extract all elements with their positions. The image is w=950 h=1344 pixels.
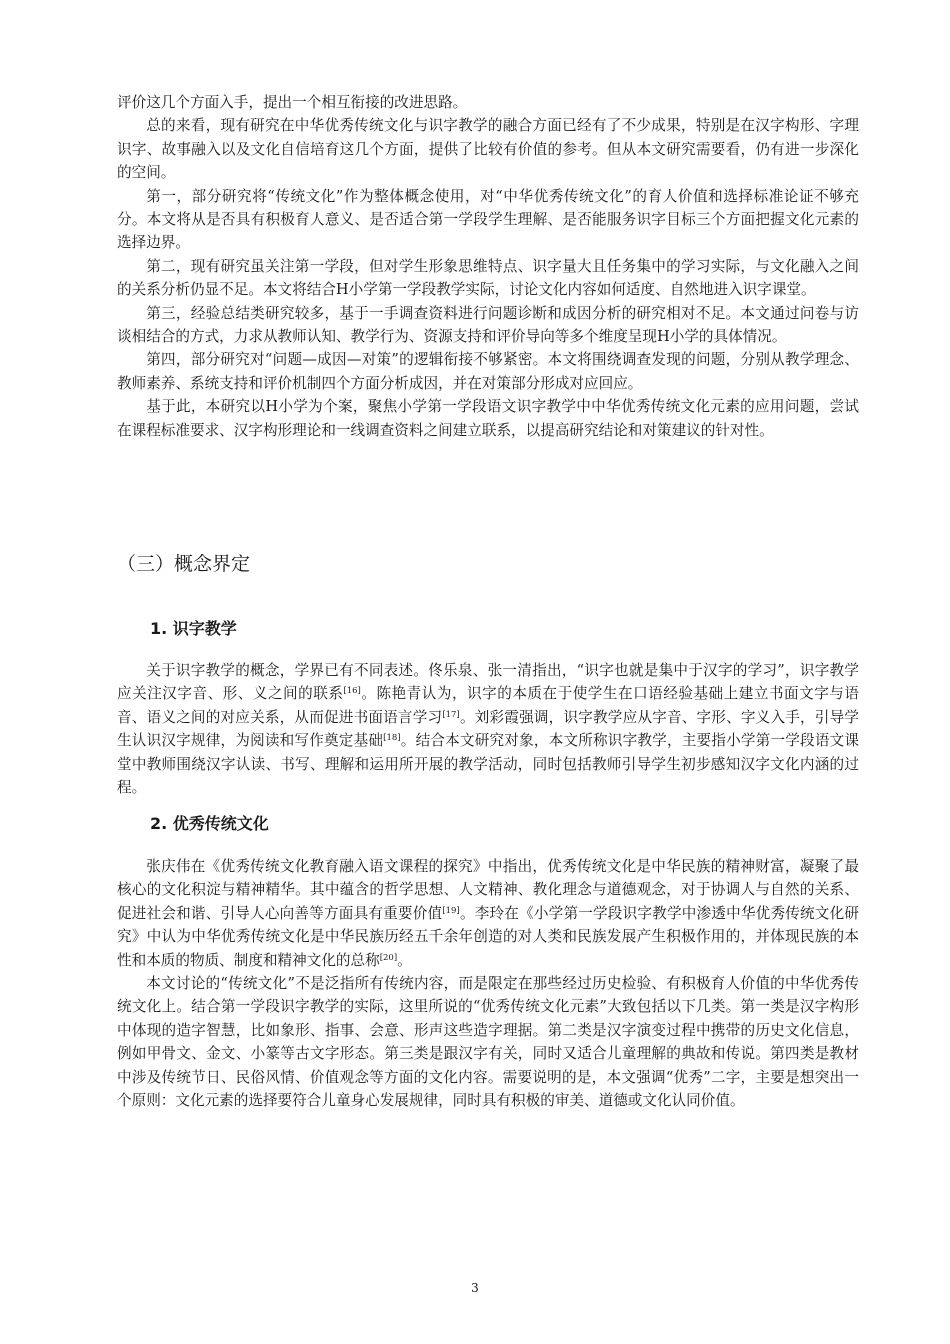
citation-16: [16] xyxy=(343,686,361,697)
text-span: 张庆伟在《优秀传统文化教育融入语文课程的探究》中指出，优秀传统文化是中华民族的精神财富，凝聚了最核心的文化积淀与精神精华。其中蕴含的哲学思想、人文精神、教化理念与道德观念，对于协调人与自然的关系、促进社会和谐、引导人心向善等方面具有重要价值 xyxy=(117,858,859,922)
paragraph-conclusion: 基于此，本研究以H小学为个案，聚焦小学第一学段语文识字教学中中华优秀传统文化元素的应用问题，尝试在课程标准要求、汉字构形理论和一线调查资料之间建立联系，以提高研究结论和对策建议的针对性。 xyxy=(117,398,859,439)
paragraph-summary: 总的来看，现有研究在中华优秀传统文化与识字教学的融合方面已经有了不少成果，特别是在汉字构形、字理识字、故事融入以及文化自信培育这几个方面，提供了比较有价值的参考。但从本文研究需要看，仍有进一步深化的空间。 xyxy=(117,117,859,182)
page-number: 3 xyxy=(471,1281,479,1295)
text-span: 。李玲在《小学第一学段识字教学中渗透中华优秀传统文化研究》中认为中华优秀传统文化是中华民族历经五千余年创造的对人类和民族发展产生积极作用的，并体现民族的本性和本质的物质、制度和精神文化的总称 xyxy=(117,904,859,969)
text-span: 。陈艳青认为，识字的本质在于使学生在口语经验基础上建立书面文字与语音、语义之间的对应关系，从而促进书面语言学习 xyxy=(117,685,859,726)
subheading-traditional-culture: 2. 优秀传统文化 xyxy=(150,814,269,833)
paragraph-third-point: 第三，经验总结类研究较多，基于一手调查资料进行问题诊断和成因分析的研究相对不足。本文通过问卷与访谈相结合的方式，力求从教师认知、教学行为、资源支持和评价导向等多个维度呈现H小学的具体情况。 xyxy=(117,304,859,346)
paragraph-second-point: 第二，现有研究虽关注第一学段，但对学生形象思维特点、识字量大且任务集中的学习实际，与文化融入之间的关系分析仍显不足。本文将结合H小学第一学段教学实际，讨论文化内容如何适度、自然地进入识字课堂。 xyxy=(117,257,859,299)
text-span: 关于识字教学的概念，学界已有不同表述。佟乐泉、张一清指出，“识字也就是集中于汉字的学习”，识字教学应关注汉字音、形、义之间的联系 xyxy=(117,662,859,703)
subheading-literacy-teaching: 1. 识字教学 xyxy=(150,619,237,638)
section-heading-concepts: （三）概念界定 xyxy=(117,553,251,575)
text-span: 。 xyxy=(397,951,412,969)
text-span: 。结合本文研究对象，本文所称识字教学，主要指小学第一学段语文课堂中教师围绕汉字认读、书写、理解和运用所开展的教学活动，同时包括教师引导学生初步感知汉字文化内涵的过程。 xyxy=(117,732,859,797)
paragraph-continued: 评价这几个方面入手，提出一个相互衔接的改进思路。 xyxy=(117,94,468,111)
paragraph-first-point: 第一，部分研究将“传统文化”作为整体概念使用，对“中华优秀传统文化”的育人价值和选择标准论证不够充分。本文将从是否具有积极育人意义、是否适合第一学段学生理解、是否能服务识字目标三个方面把握文化元素的选择边界。 xyxy=(117,187,859,252)
paragraph-culture-definition xyxy=(117,855,859,972)
paragraph-literacy-definition xyxy=(117,659,859,799)
paragraph-fourth-point: 第四，部分研究对“问题—成因—对策”的逻辑衔接不够紧密。本文将围绕调查发现的问题，分别从教学理念、教师素养、系统支持和评价机制四个方面分析成因，并在对策部分形成对应回应。 xyxy=(117,351,859,392)
traditional-culture-section xyxy=(117,855,859,1112)
citation-20: [20] xyxy=(379,952,398,963)
paragraph-culture-scope: 本文讨论的“传统文化”不是泛指所有传统内容，而是限定在那些经过历史检验、有积极育人价值的中华优秀传统文化上。结合第一学段识字教学的实际，这里所说的“优秀传统文化元素”大致包括以下几类。第一类是汉字构形中体现的造字智慧，比如象形、指事、会意、形声这些造字理据。第二类是汉字演变过程中携带的历史文化信息，例如甲骨文、金文、小篆等古文字形态。第三类是跟汉字有关，同时又适合儿童理解的典故和传说。第四类是教材中涉及传统节日、民俗风情、价值观念等方面的文化内容。需要说明的是，本文强调“优秀”二字，主要是想突出一个原则：文化元素的选择要符合儿童身心发展规律，同时具有积极的审美、道德或文化认同价值。 xyxy=(117,975,859,1110)
text-span: 。刘彩霞强调，识字教学应从字音、字形、字义入手，引导学生认识汉字规律，为阅读和写作奠定基础 xyxy=(117,708,859,750)
lit-review-summary xyxy=(117,91,859,442)
citation-19: [19] xyxy=(442,905,460,916)
citation-17: [17] xyxy=(442,709,460,720)
citation-18: [18] xyxy=(383,733,401,744)
literacy-teaching-section xyxy=(117,659,859,799)
